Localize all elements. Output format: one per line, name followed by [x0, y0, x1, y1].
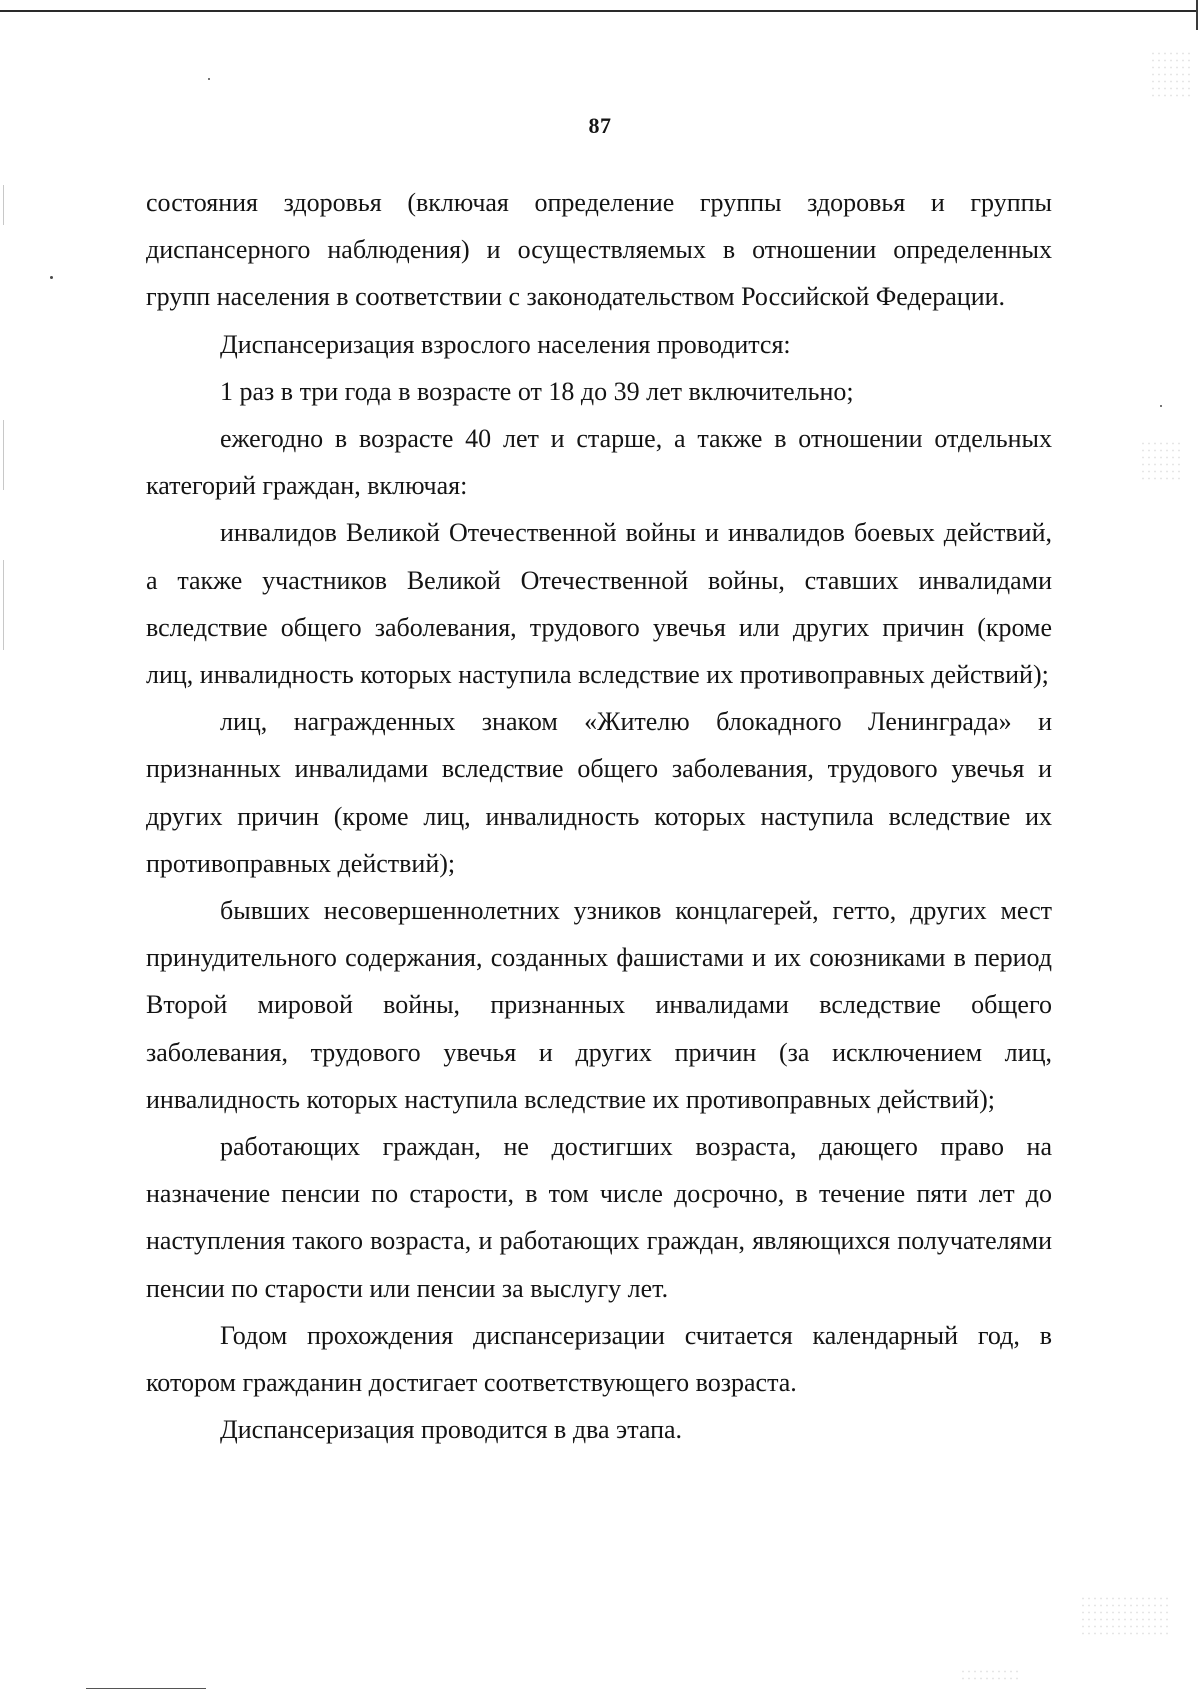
scan-noise: [1150, 50, 1190, 100]
paragraph: 1 раз в три года в возрасте от 18 до 39 лет включительно;: [220, 376, 854, 406]
scan-margin-mark: [3, 185, 4, 225]
paragraph: бывших несовершеннолетних узников концлагерей, гетто, других мест принудительного содержания, созданных фашистами и их союзниками в период Второй мировой войны, признанных инвалидами вследствие общего заболевания, трудового увечья и других причин (за исключением лиц, инвалидность которых наступила вследствие их противоправных действий);: [146, 896, 1052, 1114]
scan-right-edge: [1196, 0, 1198, 30]
paragraph: Годом прохождения диспансеризации считается календарный год, в котором гражданин достигает соответствующего возраста.: [146, 1320, 1052, 1398]
paragraph: работающих граждан, не достигших возраста, дающего право на назначение пенсии по старости, в том числе досрочно, в течение пяти лет до наступления такого возраста, и работающих граждан, являющихся получателями пенсии по старости или пенсии за выслугу лет.: [146, 1132, 1052, 1303]
paragraph: Диспансеризация проводится в два этапа.: [220, 1415, 683, 1445]
scan-noise: [1140, 440, 1180, 480]
paragraph: лиц, награжденных знаком «Жителю блокадного Ленинграда» и признанных инвалидами вследствие общего заболевания, трудового увечья и других причин (кроме лиц, инвалидность которых наступила вследствие их противоправных действий);: [146, 707, 1052, 878]
paragraph: инвалидов Великой Отечественной войны и инвалидов боевых действий, а также участников Великой Отечественной войны, ставших инвалидами вследствие общего заболевания, трудового увечья или других причин (кроме лиц, инвалидность которых наступила вследствие их противоправных действий);: [146, 518, 1052, 690]
paragraph: Диспансеризация взрослого населения проводится:: [220, 329, 791, 359]
page-number: 87: [588, 113, 612, 138]
paragraph: ежегодно в возрасте 40 лет и старше, а также в отношении отдельных категорий граждан, включая:: [146, 424, 1052, 501]
scan-noise: [960, 1668, 1020, 1682]
scan-speck: [1160, 405, 1162, 407]
scan-noise: [1080, 1595, 1170, 1635]
scan-bottom-rule: [86, 1688, 206, 1689]
document-body: [146, 179, 1052, 1453]
paragraph-continuation: состояния здоровья (включая определение группы здоровья и группы диспансерного наблюдения) и осуществляемых в отношении определенных групп населения в соответствии с законодательством Российской Федерации.: [146, 188, 1052, 312]
scan-speck: [208, 78, 210, 80]
scan-speck: [50, 276, 53, 279]
scan-top-border: [0, 10, 1198, 12]
scan-margin-mark: [3, 420, 4, 490]
scan-margin-mark: [3, 560, 4, 650]
